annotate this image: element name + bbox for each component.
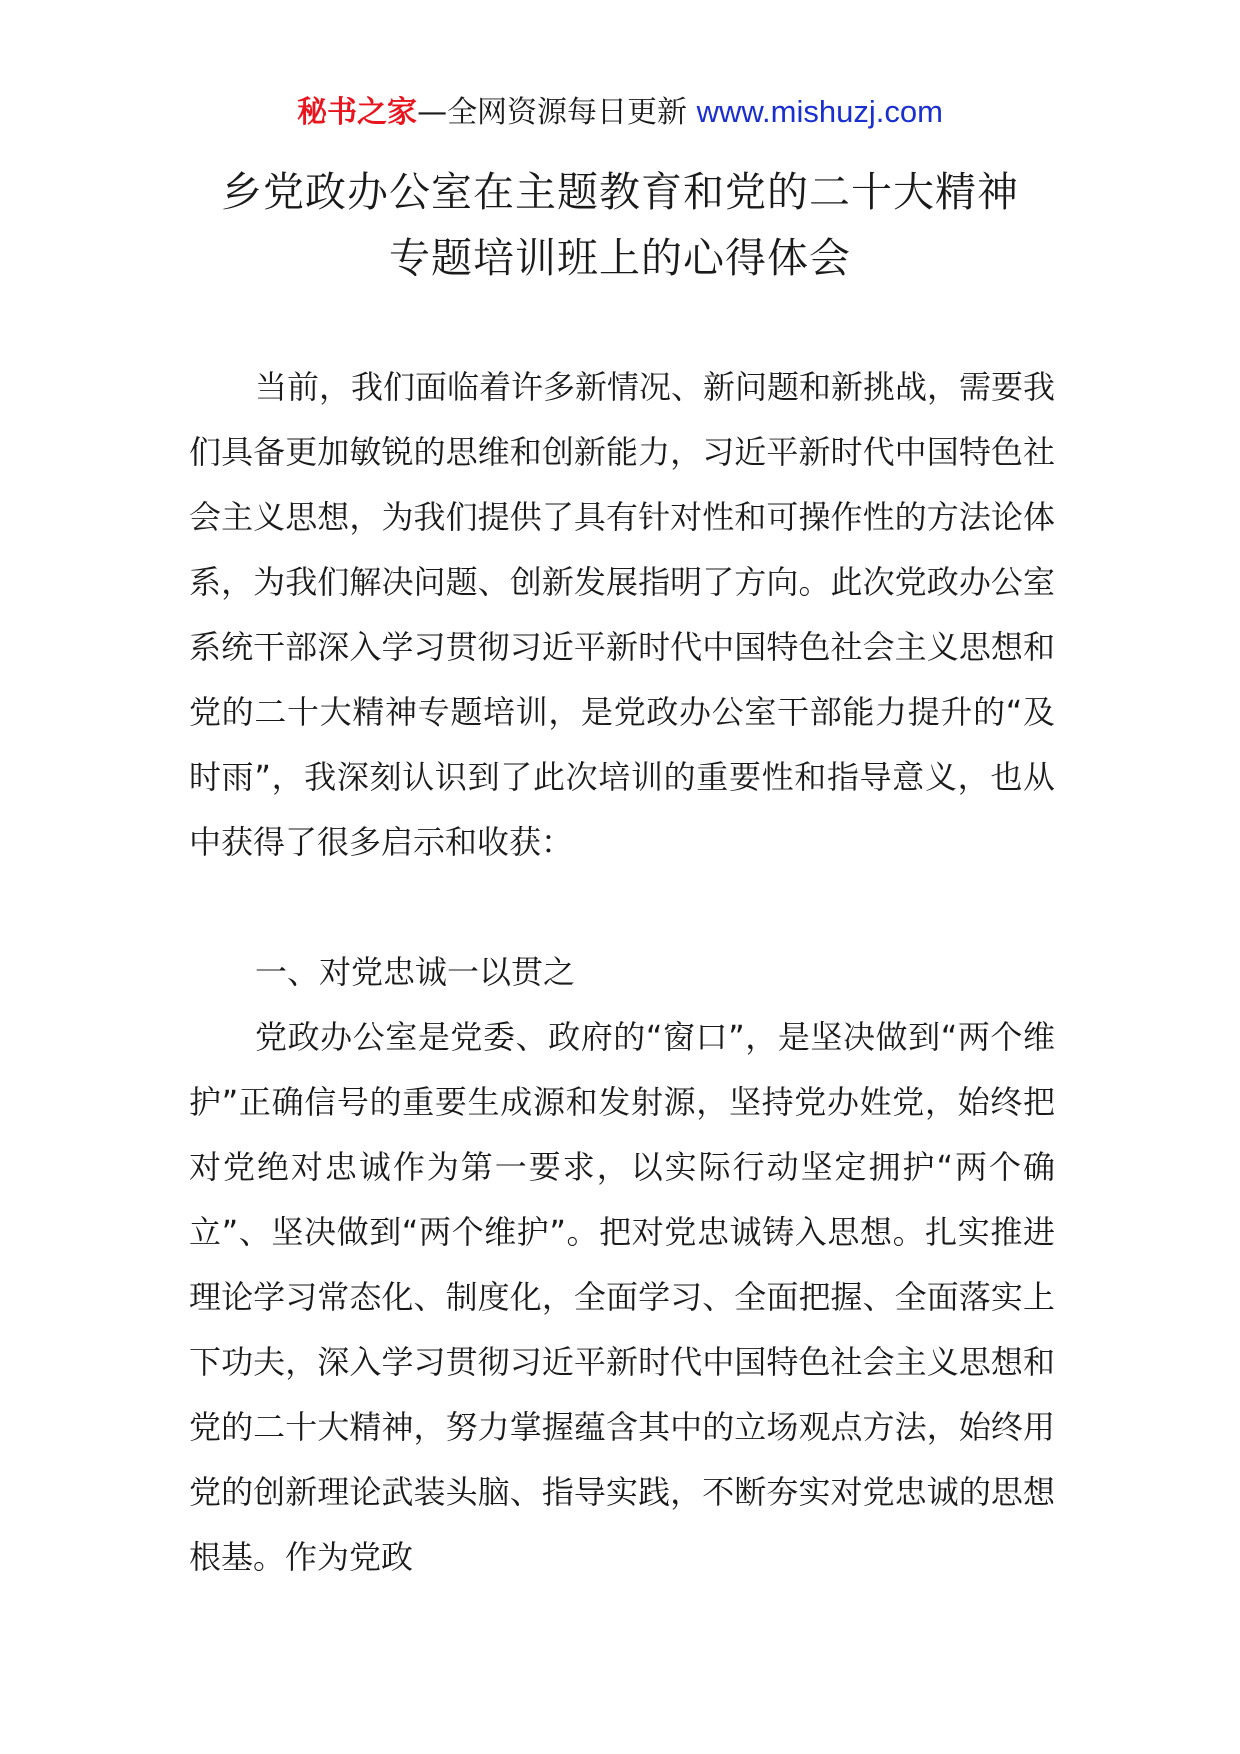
paragraph-text: 当前，我们面临着许多新情况、新问题和新挑战，需要我们具备更加敏锐的思维和创新能力，习近平新时代中国特色社会主义思想，为我们提供了具有针对性和可操作性的方法论体系，为我们解决问题、创新发展指明了方向。此次党政办公室系统干部深入学习贯彻习近平新时代中国特色社会主义思想和党的二十大精神专题培训，是党政办公室干部能力提升的“及时雨”，我深刻认识到了此次培训的重要性和指导意义，也从中获得了很多启示和收获： <box>189 368 1056 861</box>
body-paragraph-intro <box>189 355 1055 875</box>
section-heading-text: 一、对党忠诚一以贯之 <box>255 953 576 991</box>
document-title-line-2: 专题培训班上的心得体会 <box>389 234 851 282</box>
body-paragraph-section-1 <box>189 1005 1055 1590</box>
paragraph-text: 党政办公室是党委、政府的“窗口”，是坚决做到“两个维护”正确信号的重要生成源和发射源，坚持党办姓党，始终把对党绝对忠诚作为第一要求，以实际行动坚定拥护“两个确立”、坚决做到“两个维护”。把对党忠诚铸入思想。扎实推进理论学习常态化、制度化，全面学习、全面把握、全面落实上下功夫，深入学习贯彻习近平新时代中国特色社会主义思想和党的二十大精神，努力掌握蕴含其中的立场观点方法，始终用党的创新理论武装头脑、指导实践，不断夯实对党忠诚的思想根基。作为党政 <box>189 1018 1055 1576</box>
brand-name: 秘书之家 <box>297 95 418 130</box>
header-tagline: —全网资源每日更新 <box>417 95 697 130</box>
site-url-link[interactable]: www.mishuzj.com <box>696 94 943 129</box>
section-heading <box>189 940 1055 1005</box>
site-header <box>0 92 1240 133</box>
document-title-line-1: 乡党政办公室在主题教育和党的二十大精神 <box>221 168 1019 216</box>
